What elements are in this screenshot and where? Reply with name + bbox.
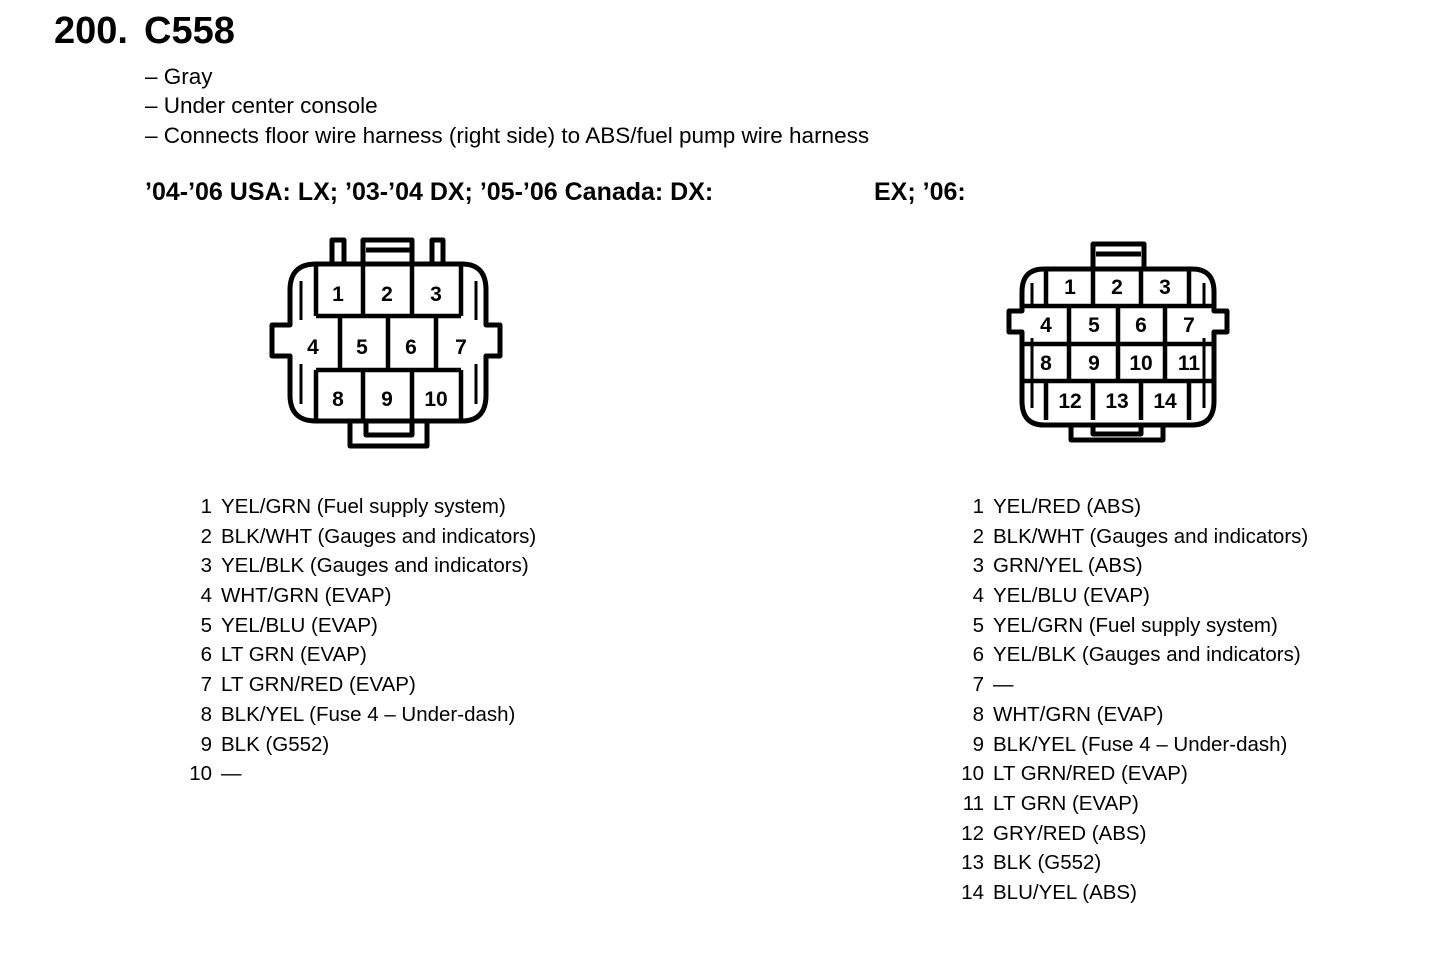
pin-description: WHT/GRN (EVAP) (221, 584, 392, 608)
pin-description: YEL/GRN (Fuel supply system) (993, 613, 1278, 637)
pin-list-item (950, 881, 1308, 911)
pin-number: 3 (972, 554, 984, 578)
pin-description: GRY/RED (ABS) (993, 821, 1147, 845)
pin-number: 4 (972, 584, 984, 608)
pin-list-item (950, 703, 1308, 733)
pin-label: 1 (1064, 276, 1076, 299)
description-color: – Gray (145, 64, 213, 89)
pin-list-right (950, 495, 1308, 911)
pin-description: YEL/BLU (EVAP) (993, 584, 1150, 608)
pin-label: 6 (1135, 314, 1147, 337)
pin-label: 7 (1183, 314, 1195, 337)
pin-description: LT GRN (EVAP) (221, 643, 367, 667)
pin-label: 4 (307, 336, 319, 359)
pin-label: 3 (430, 283, 442, 306)
pin-label: 2 (1111, 276, 1123, 299)
pin-list-item (180, 673, 536, 703)
pin-description: — (221, 762, 242, 786)
pin-label: 12 (1058, 390, 1082, 413)
pin-list-item (180, 554, 536, 584)
pin-label: 4 (1040, 314, 1052, 337)
pin-list-item (950, 495, 1308, 525)
pin-number: 6 (972, 643, 984, 667)
pin-description: LT GRN/RED (EVAP) (221, 673, 416, 697)
pin-list-left (180, 495, 536, 792)
pin-description: GRN/YEL (ABS) (993, 554, 1143, 578)
pin-list-item (180, 614, 536, 644)
pin-label: 9 (1088, 352, 1100, 375)
pin-description: YEL/BLK (Gauges and indicators) (993, 643, 1301, 667)
pin-label: 1 (332, 283, 344, 306)
pin-number: 5 (200, 613, 212, 637)
pin-description: YEL/GRN (Fuel supply system) (221, 495, 506, 518)
pin-number: 7 (972, 673, 984, 697)
connector-number: 200. (54, 10, 128, 52)
pin-number: 14 (961, 880, 984, 904)
pin-list-item (180, 525, 536, 555)
pin-list-item (950, 525, 1308, 555)
pin-number: 4 (200, 584, 212, 608)
pin-number: 8 (972, 702, 984, 726)
pin-list-item (180, 584, 536, 614)
pin-label: 11 (1177, 352, 1201, 375)
pin-number: 10 (189, 762, 212, 786)
pin-label: 13 (1105, 390, 1129, 413)
pin-list-item (180, 762, 536, 792)
pin-label: 14 (1153, 390, 1177, 413)
pin-number: 6 (200, 643, 212, 667)
pin-label: 5 (356, 336, 368, 359)
pin-number: 13 (961, 851, 984, 875)
pin-description: BLU/YEL (ABS) (993, 880, 1137, 904)
pin-label: 8 (332, 388, 344, 411)
pin-list-item (950, 851, 1308, 881)
pin-number: 5 (972, 613, 984, 637)
pin-list-item (950, 733, 1308, 763)
pin-label: 8 (1040, 352, 1052, 375)
pin-number: 7 (200, 673, 212, 697)
pin-list-item (180, 643, 536, 673)
pin-description: BLK/WHT (Gauges and indicators) (993, 524, 1309, 548)
pin-list-item (950, 673, 1308, 703)
pin-label: 10 (1129, 352, 1153, 375)
pin-list-item (950, 643, 1308, 673)
pin-list-item (950, 792, 1308, 822)
pin-description: BLK/YEL (Fuse 4 – Under-dash) (993, 732, 1288, 756)
pin-number: 12 (961, 821, 984, 845)
pin-list-item (180, 495, 536, 525)
pin-description: — (993, 673, 1014, 697)
pin-label: 3 (1159, 276, 1171, 299)
pin-description: LT GRN/RED (EVAP) (993, 762, 1188, 786)
pin-description: BLK (G552) (221, 732, 330, 756)
pin-number: 1 (200, 495, 212, 518)
pin-number: 10 (961, 762, 984, 786)
pin-number: 2 (200, 524, 212, 548)
description-connection: – Connects floor wire harness (right side) to ABS/fuel pump wire harness (145, 122, 870, 148)
pin-number: 3 (200, 554, 212, 578)
pin-description: LT GRN (EVAP) (993, 791, 1139, 815)
pin-description: BLK/YEL (Fuse 4 – Under-dash) (221, 702, 516, 726)
pin-number: 2 (972, 524, 984, 548)
pin-description: YEL/BLK (Gauges and indicators) (221, 554, 529, 578)
pin-label: 5 (1088, 314, 1100, 337)
pin-label: 10 (424, 388, 448, 411)
pin-description: WHT/GRN (EVAP) (993, 702, 1164, 726)
pin-number: 9 (972, 732, 984, 756)
pin-description: YEL/RED (ABS) (993, 495, 1142, 518)
pin-number: 8 (200, 702, 212, 726)
variant-heading-left: ’04-’06 USA: LX; ’03-’04 DX; ’05-’06 Canada: DX: (145, 178, 714, 206)
pin-label: 9 (381, 388, 393, 411)
pin-label: 7 (455, 336, 467, 359)
pin-label: 6 (405, 336, 417, 359)
description-location: – Under center console (145, 93, 378, 119)
pin-list-item (180, 703, 536, 733)
pin-label: 2 (381, 283, 393, 306)
pin-description: YEL/BLU (EVAP) (221, 613, 378, 637)
connector-id: C558 (144, 10, 235, 52)
pin-description: BLK (G552) (993, 851, 1102, 875)
pin-number: 11 (962, 791, 984, 815)
variant-heading-right: EX; ’06: (874, 178, 966, 206)
pin-list-item (950, 584, 1308, 614)
pin-list-item (950, 822, 1308, 852)
pin-description: BLK/WHT (Gauges and indicators) (221, 524, 537, 548)
pin-list-item (950, 614, 1308, 644)
pin-list-item (950, 554, 1308, 584)
pin-number: 9 (200, 732, 212, 756)
pin-number: 1 (972, 495, 984, 518)
pin-list-item (950, 762, 1308, 792)
pin-list-item (180, 733, 536, 763)
